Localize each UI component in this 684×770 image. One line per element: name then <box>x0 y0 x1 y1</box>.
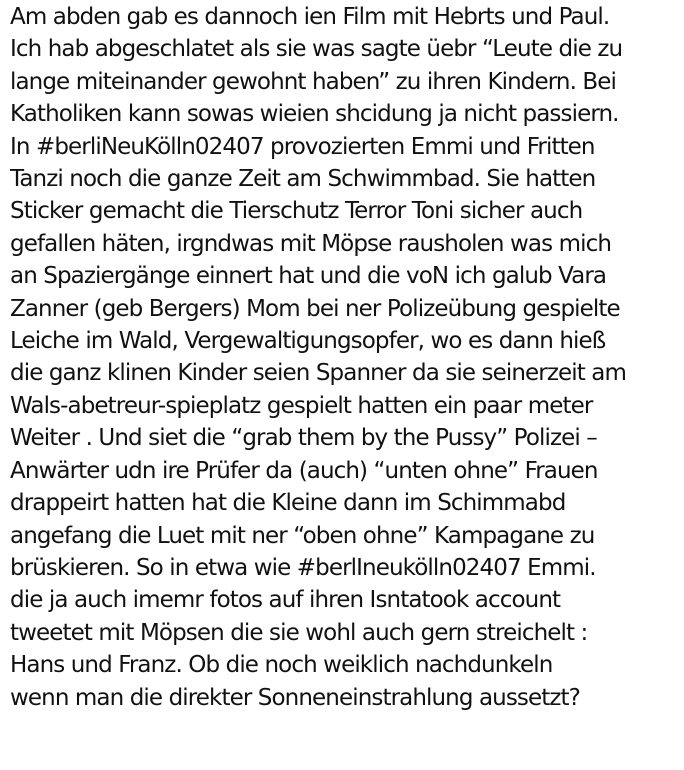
text-line: an Spaziergänge einnert hat und die voN ich galub Vara <box>10 263 607 290</box>
text-line: tweetet mit Möpsen die sie wohl auch gern streichelt : <box>10 619 588 646</box>
text-line: Wals-abetreur-spieplatz gespielt hatten ein paar meter <box>10 392 593 419</box>
text-line: die ja auch imemr fotos auf ihren Isntatook account <box>10 587 561 614</box>
text-line: die ganz klinen Kinder seien Spanner da sie seinerzeit am <box>10 360 627 387</box>
text-line: Am abden gab es dannoch ien Film mit Hebrts und Paul. <box>10 4 610 30</box>
text-line: gefallen häten, irgndwas mit Möpse rausholen was mich <box>10 230 612 257</box>
text-line: wenn man die direkter Sonneneinstrahlung aussetzt? <box>10 684 580 711</box>
text-line: lange miteinander gewohnt haben” zu ihren Kindern. Bei <box>10 68 617 95</box>
text-line: Sticker gemacht die Tierschutz Terror Toni sicher auch <box>10 198 583 225</box>
text-line: brüskieren. So in etwa wie #berlIneukölln02407 Emmi. <box>10 554 596 581</box>
document-body <box>10 1 680 714</box>
text-line: Anwärter udn ire Prüfer da (auch) “unten ohne” Frauen <box>10 457 598 484</box>
text-line: In #berliNeuKölln02407 provozierten Emmi und Fritten <box>10 133 595 160</box>
text-line: Hans und Franz. Ob die noch weiklich nachdunkeln <box>10 652 553 679</box>
text-line: Zanner (geb Bergers) Mom bei ner Polizeübung gespielte <box>10 295 620 322</box>
text-line: Ich hab abgeschlatet als sie was sagte üebr “Leute die zu <box>10 36 623 63</box>
text-line: Tanzi noch die ganze Zeit am Schwimmbad. Sie hatten <box>10 166 596 193</box>
text-line: Weiter . Und siet die “grab them by the Pussy” Polizei – <box>10 425 597 452</box>
text-line: Leiche im Wald, Vergewaltigungsopfer, wo es dann hieß <box>10 328 606 355</box>
text-line: angefang die Luet mit ner “oben ohne” Kampagane zu <box>10 522 595 549</box>
text-line: drappeirt hatten hat die Kleine dann im Schimmabd <box>10 490 566 517</box>
text-line: Katholiken kann sowas wieien shcidung ja nicht passiern. <box>10 101 619 128</box>
